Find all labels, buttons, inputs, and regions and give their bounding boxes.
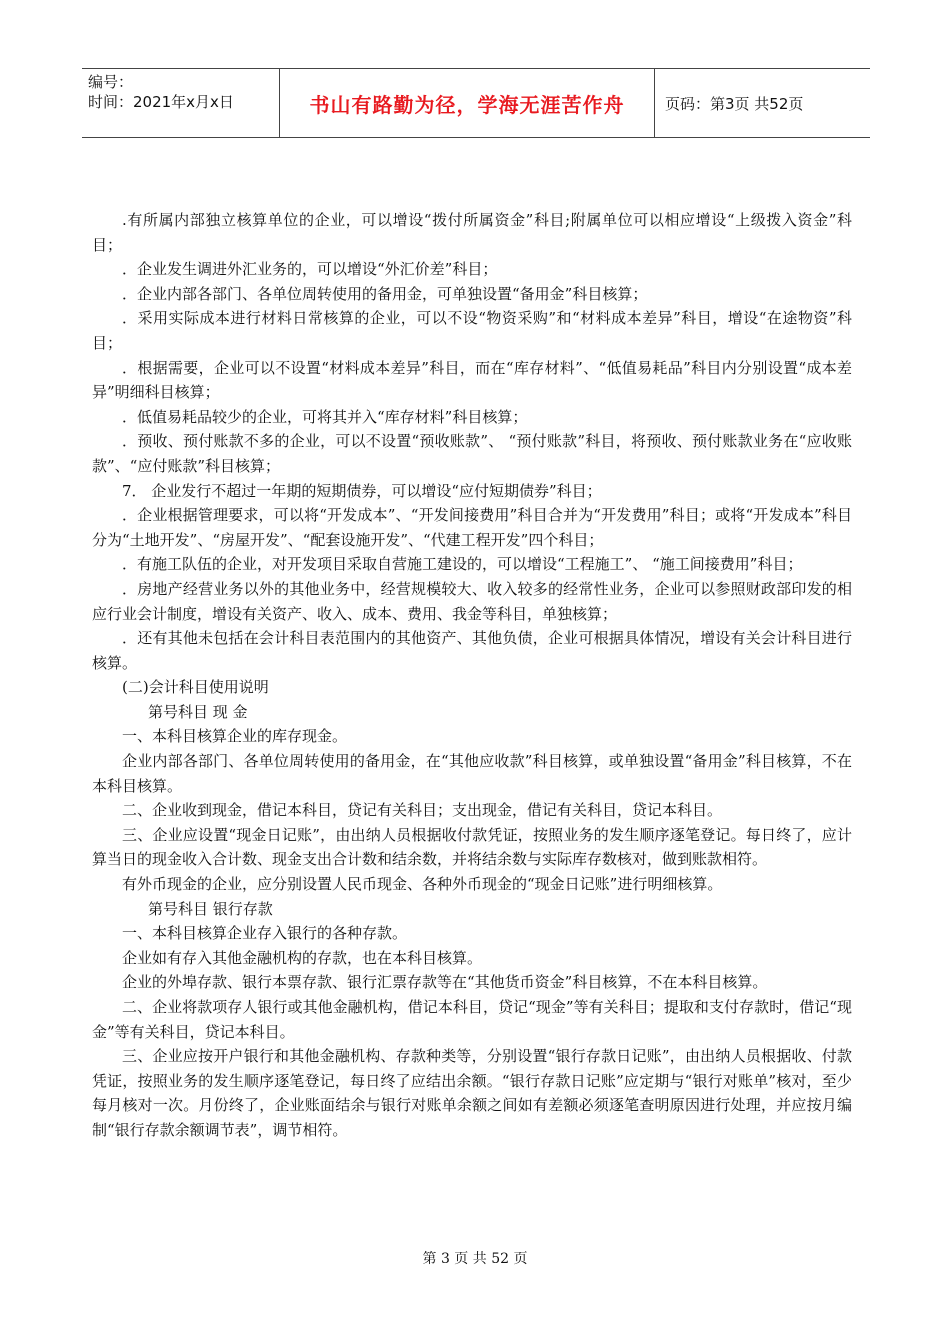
paragraph: ．低值易耗品较少的企业，可将其并入“库存材料”科目核算；: [122, 407, 528, 426]
account-heading: 第号科目 现 金: [148, 702, 248, 721]
paragraph: ．房地产经营业务以外的其他业务中，经营规模较大、收入较多的经常性业务，企业可以参照财政部印发的相应行业会计制度，增设有关资产、收入、成本、费用、我金等科目，单独核算；: [92, 579, 852, 623]
header-page-info: 页码：第3页 共52页: [665, 94, 804, 113]
paragraph: ．有施工队伍的企业，对开发项目采取自营施工建设的，可以增设“工程施工”、 “施工间接费用”科目；: [122, 555, 803, 574]
document-body: [92, 208, 852, 1143]
paragraph: 三、企业应设置“现金日记账”，由出纳人员根据收付款凭证，按照业务的发生顺序逐笔登记。每日终了，应计算当日的现金收入合计数、现金支出合计数和结余数，并将结余数与实际库存数核对，做到账款相符。: [92, 825, 852, 869]
paragraph: .有所属内部独立核算单位的企业，可以增设“拨付所属资金”科目;附属单位可以相应增设“上级拨入资金”科目；: [92, 211, 852, 254]
paragraph: ．根据需要，企业可以不设置“材料成本差异”科目，而在“库存材料”、“低值易耗品”科目内分别设置“成本差异”明细科目核算；: [92, 358, 852, 402]
header-motto: 书山有路勤为径，学海无涯苦作舟: [280, 69, 655, 137]
header-meta: [82, 69, 280, 137]
paragraph: ．预收、预付账款不多的企业，可以不设置“预收账款”、 “预付账款”科目，将预收、预付账款业务在“应收账款”、“应付账款”科目核算；: [92, 432, 852, 475]
paragraph: ．企业内部各部门、各单位周转使用的备用金，可单独设置“备用金”科目核算；: [122, 284, 648, 303]
document-number-label: 编号：: [88, 73, 134, 91]
document-time-label: 时间：2021年x月x日: [88, 93, 234, 111]
paragraph: ．企业根据管理要求，可以将“开发成本”、“开发间接费用”科目合并为“开发费用”科目；或将“开发成本”科目分为“土地开发”、“房屋开发”、“配套设施开发”、“代建工程开发”四个科目；: [92, 506, 852, 549]
page-header: [82, 68, 870, 138]
paragraph: 一、本科目核算企业的库存现金。: [122, 727, 348, 746]
paragraph: ．还有其他未包括在会计科目表范围内的其他资产、其他负债，企业可根据具体情况，增设有关会计科目进行核算。: [92, 629, 852, 672]
section-heading: (二)会计科目使用说明: [122, 678, 269, 697]
paragraph: 企业的外埠存款、银行本票存款、银行汇票存款等在“其他货币资金”科目核算，不在本科目核算。: [122, 973, 768, 992]
paragraph: 二、企业收到现金，借记本科目，贷记有关科目；支出现金，借记有关科目，贷记本科目。: [122, 801, 723, 820]
paragraph: ．企业发生调进外汇业务的，可以增设“外汇价差”科目；: [122, 260, 498, 279]
paragraph: 企业如有存入其他金融机构的存款，也在本科目核算。: [122, 948, 483, 967]
account-heading: 第号科目 银行存款: [148, 899, 273, 918]
paragraph: 一、本科目核算企业存入银行的各种存款。: [122, 924, 408, 943]
paragraph: 二、企业将款项存人银行或其他金融机构，借记本科目，贷记“现金”等有关科目；提取和支付存款时，借记“现金”等有关科目，贷记本科目。: [92, 998, 852, 1041]
paragraph: 三、企业应按开户银行和其他金融机构、存款种类等，分别设置“银行存款日记账”，由出纳人员根据收、付款凭证，按照业务的发生顺序逐笔登记，每日终了应结出余额。“银行存款日记账”应定期与“银行对账单”核对，至少每月核对一次。月份终了，企业账面结余与银行对账单余额之间如有差额必须逐笔查明原因进行处理，并应按月编制“银行存款余额调节表”，调节相符。: [92, 1047, 852, 1139]
paragraph: 有外币现金的企业，应分别设置人民币现金、各种外币现金的“现金日记账”进行明细核算。: [122, 875, 723, 894]
paragraph: 7． 企业发行不超过一年期的短期债券，可以增设“应付短期债券”科目；: [122, 481, 602, 500]
paragraph: ．采用实际成本进行材料日常核算的企业，可以不设“物资采购”和“材料成本差异”科目，增设“在途物资”科目；: [92, 309, 852, 352]
paragraph: 企业内部各部门、各单位周转使用的备用金，在“其他应收款”科目核算，或单独设置“备用金”科目核算，不在本科目核算。: [92, 752, 852, 795]
page-footer: 第 3 页 共 52 页: [422, 1251, 528, 1267]
